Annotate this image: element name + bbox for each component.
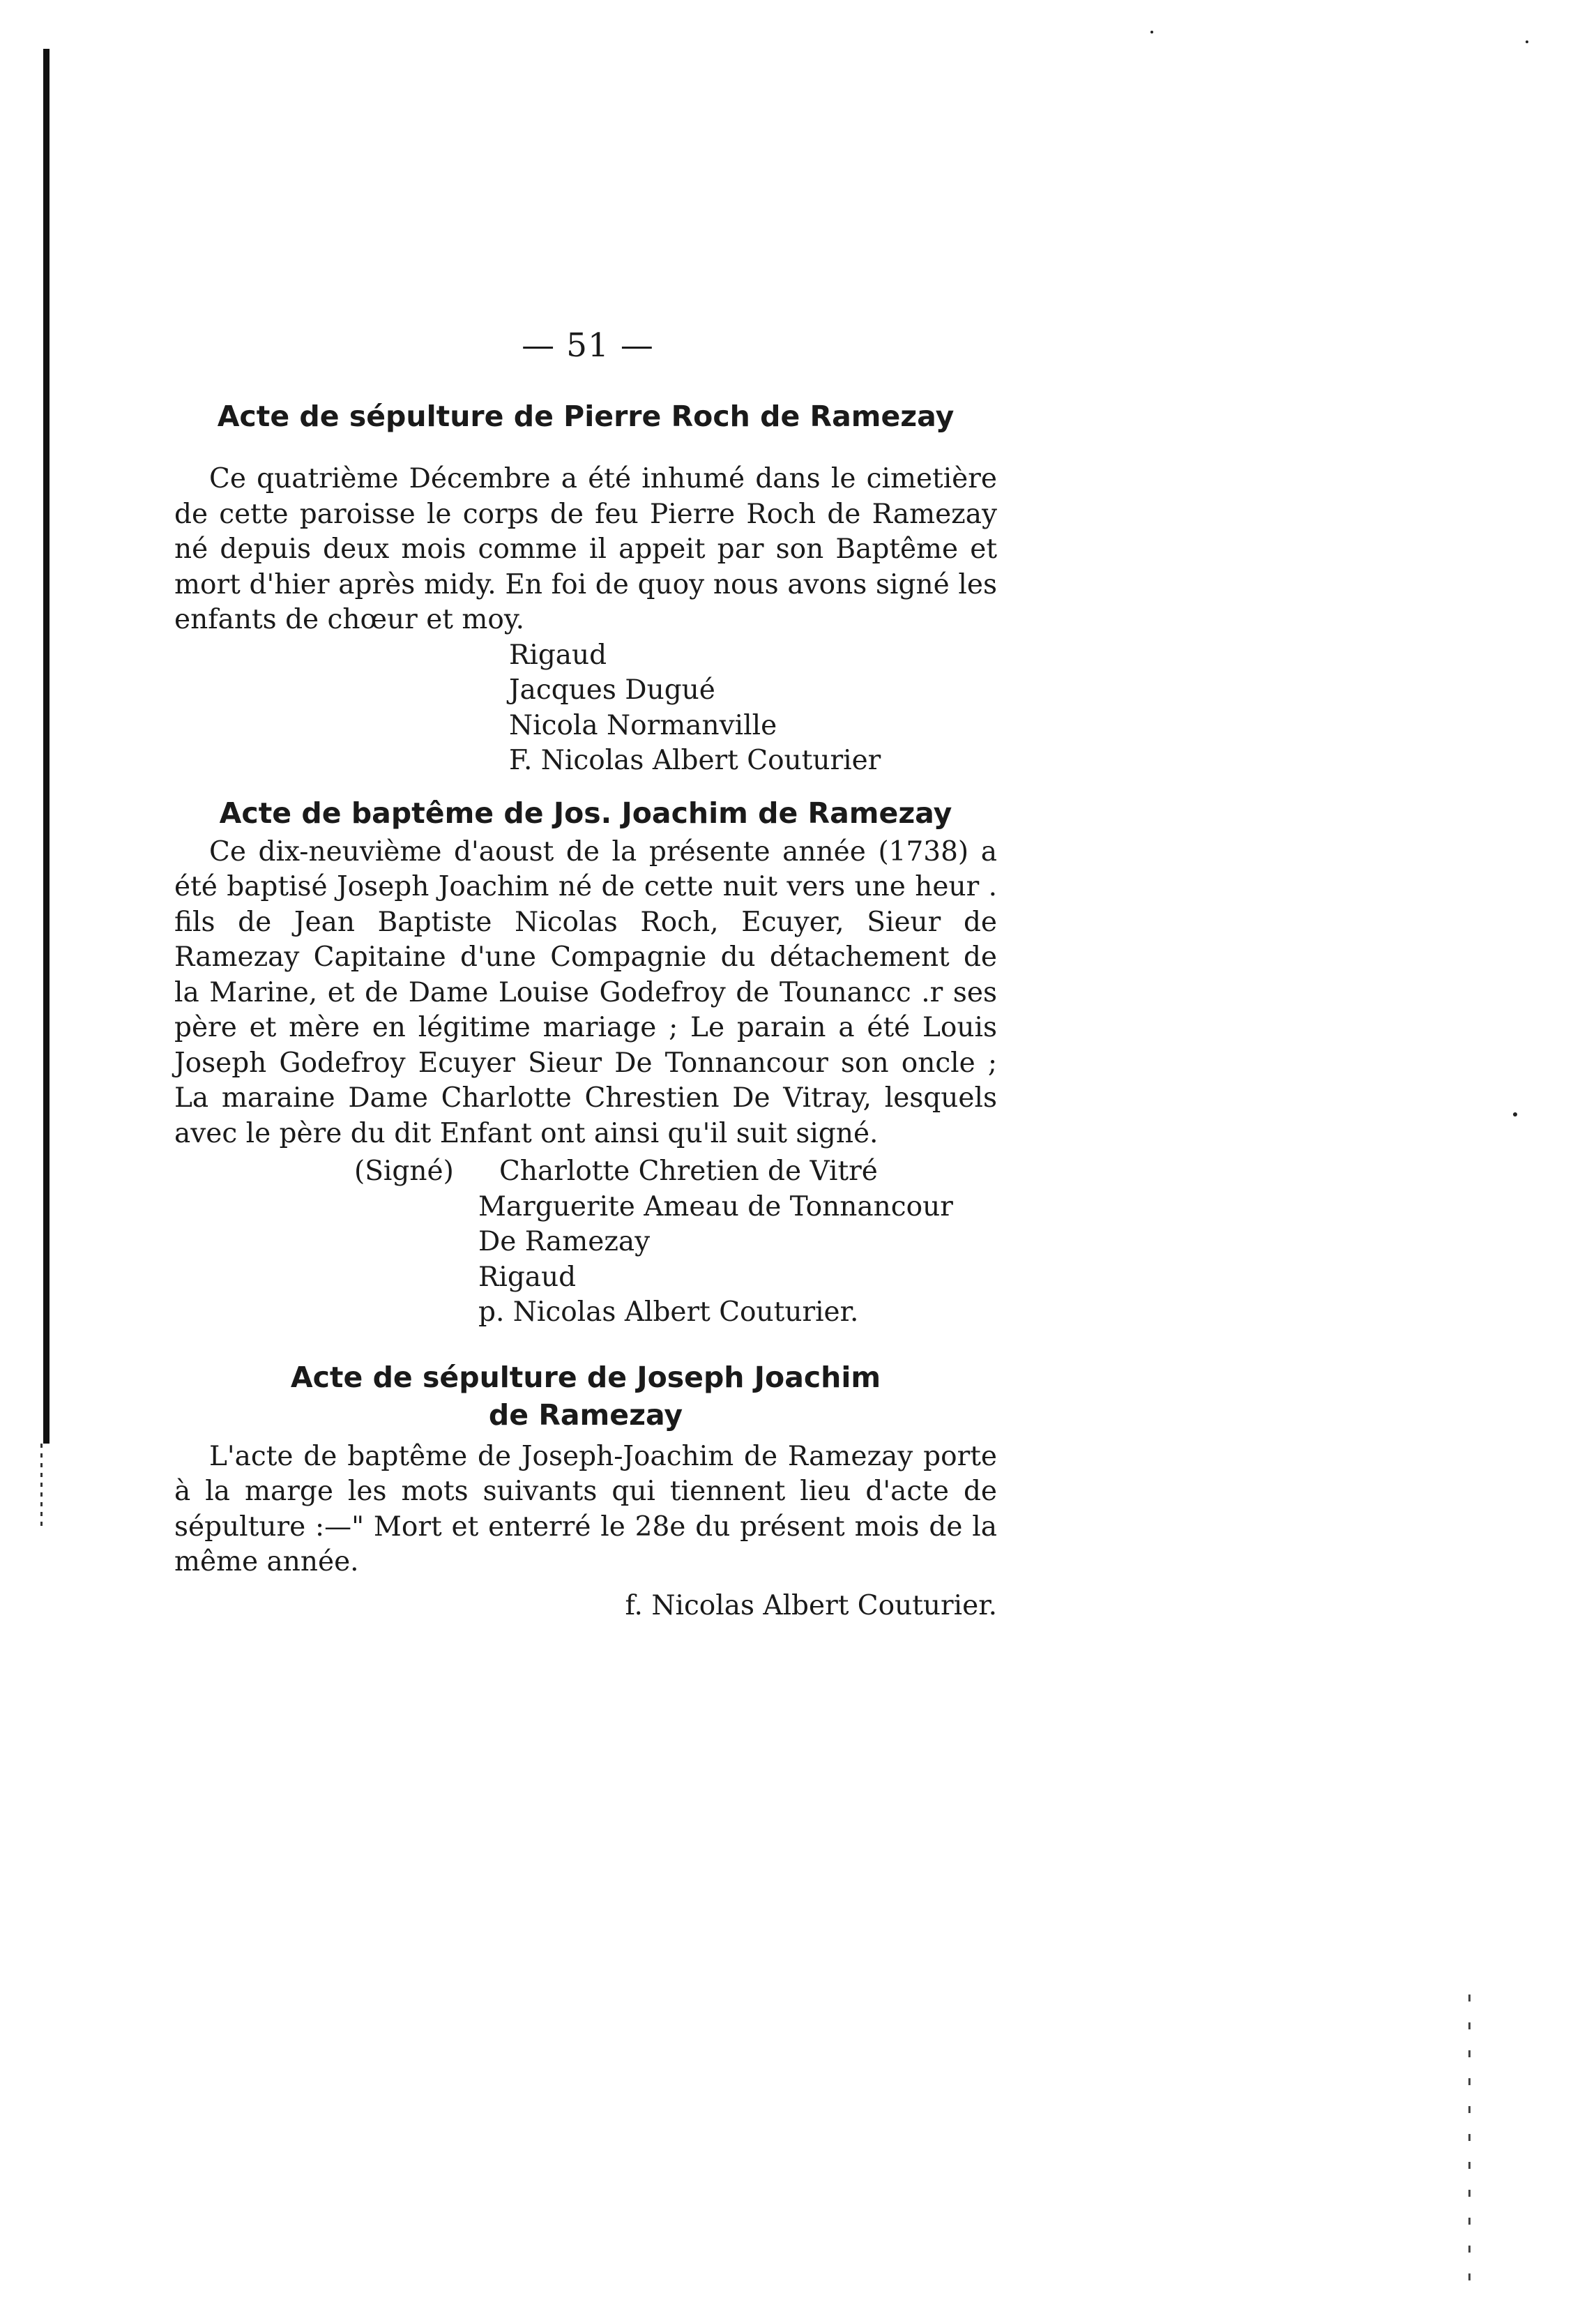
signature-area — [174, 1154, 997, 1331]
page-number: — 51 — — [522, 326, 654, 365]
scan-edge-left-dashes — [40, 1444, 43, 1527]
section-paragraph: L'acte de baptême de Joseph-Joachim de Ramezay porte à la marge les mots suivants qui tiennent lieu d'acte de sépulture :—" Mort et enterré le 28e du présent mois de la même année. — [174, 1440, 997, 1577]
scan-speck — [1513, 1112, 1517, 1117]
section-heading: Acte de sépulture de Pierre Roch de Ramezay — [217, 400, 955, 433]
section-heading: Acte de baptême de Jos. Joachim de Ramezay — [219, 796, 952, 830]
signature: Rigaud — [478, 1261, 577, 1293]
section-paragraph: Ce quatrième Décembre a été inhumé dans le cimetière de cette paroisse le corps de feu Pierre Roch de Ramezay né depuis deux mois comme il appeit par son Baptême et mort d'hier après midy. En foi de quoy nous avons signé les enfants de chœur et moy. — [174, 463, 997, 635]
signature: Marguerite Ameau de Tonnancour — [478, 1190, 953, 1223]
signature-block — [509, 638, 997, 779]
scan-speck — [1150, 31, 1153, 33]
signature: p. Nicolas Albert Couturier. — [478, 1296, 859, 1328]
signature-block — [478, 1154, 997, 1331]
signature: Charlotte Chretien de Vitré — [499, 1156, 878, 1187]
signature: De Ramezay — [478, 1226, 651, 1257]
scan-edge-left — [43, 49, 50, 1444]
page-body — [174, 398, 997, 1624]
signed-label: (Signé) — [354, 1156, 454, 1187]
scan-edge-right — [1468, 1995, 1470, 2287]
signature: Rigaud — [509, 639, 607, 671]
section-heading: Acte de sépulture de Joseph Joachim de Ramezay — [290, 1360, 881, 1432]
section-paragraph: Ce dix-neuvième d'aoust de la présente année (1738) a été baptisé Joseph Joachim né de cette nuit vers une heur . fils de Jean Baptiste Nicolas Roch, Ecuyer, Sieur de Ramezay Capitaine d'une Compagnie du détachement de la Marine, et de Dame Louise Godefroy de Tounancc .r ses père et mère en légitime mariage ; Le parain a été Louis Joseph Godefroy Ecuyer Sieur De Tonnancour son oncle ; La maraine Dame Charlotte Chrestien De Vitray, lesquels avec le père du dit Enfant ont ainsi qu'il suit signé. — [174, 835, 997, 1149]
signature: Jacques Dugué — [509, 674, 715, 706]
signature: F. Nicolas Albert Couturier — [509, 745, 881, 776]
signature: f. Nicolas Albert Couturier. — [625, 1589, 997, 1621]
signature-block — [174, 1589, 997, 1624]
scan-speck — [1526, 40, 1528, 43]
signature: Nicola Normanville — [509, 709, 777, 741]
